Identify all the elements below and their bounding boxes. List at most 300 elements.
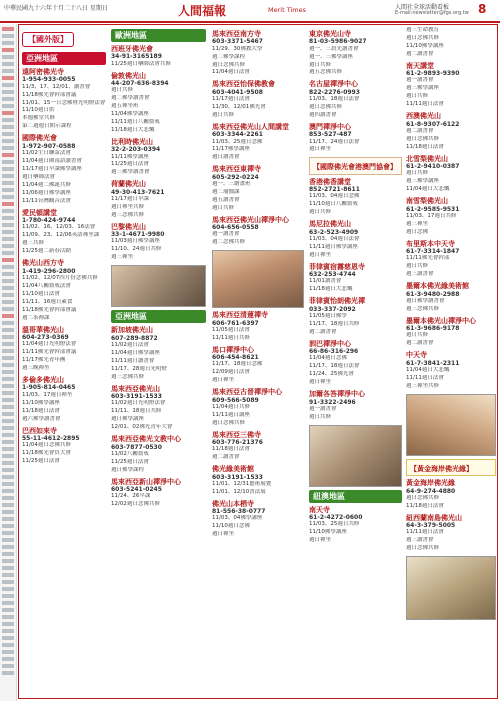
temple-block (22, 134, 106, 205)
schedule-line: 11/03、25週日念佛 (212, 138, 263, 145)
sidebar-link[interactable] (2, 174, 14, 178)
sidebar-link[interactable] (2, 496, 14, 500)
sidebar-link[interactable] (2, 293, 14, 297)
schedule-line: 週五讀書會 (212, 196, 240, 203)
sidebar-link[interactable] (2, 307, 14, 311)
sidebar-link[interactable] (2, 587, 14, 591)
temple-name: 馬來西亞佛光山禪淨中心 (212, 215, 289, 224)
sidebar-link[interactable] (2, 90, 14, 94)
sidebar-link[interactable] (2, 601, 14, 605)
sidebar-link[interactable] (2, 412, 14, 416)
sidebar-link[interactable] (2, 594, 14, 598)
sidebar-link[interactable] (2, 622, 14, 626)
temple-phone: 44-207-636-8394 (111, 79, 169, 87)
contact-email[interactable]: E-mail:newsletter@fgs.org.tw (395, 10, 469, 16)
sidebar-link[interactable] (2, 244, 14, 248)
sidebar-link[interactable] (2, 475, 14, 479)
publication-title: 人間社全球活動看板 (395, 4, 450, 11)
schedule-line: 週一、三繪畫班 (212, 181, 251, 187)
schedule-line: 11/03、17週日禪坐 (22, 391, 73, 398)
schedule-line: 12/02週日念佛共修 (111, 501, 160, 508)
schedule-line: 11/05週日法會 (212, 326, 250, 333)
schedule-line: 週三禪坐 (406, 220, 429, 227)
temple-name: 溫哥華佛光山 (22, 325, 64, 334)
temple-phone: 603-7877-0530 (111, 443, 162, 451)
left-sidebar (0, 24, 17, 701)
temple-name: 比利時佛光山 (111, 137, 153, 146)
sidebar-link[interactable] (2, 111, 14, 115)
schedule-line: 11/25週日法會 (111, 161, 149, 168)
sidebar-link[interactable] (2, 636, 14, 640)
header-date: 中華民國九十六年十月二十八日 星期日 (4, 5, 108, 12)
schedule-line: 11/02、12/07四月份念佛共修 (22, 274, 98, 281)
temple-block (111, 180, 206, 219)
temple-list (406, 27, 496, 391)
schedule-line: 11/04週日大悲懺 (406, 186, 450, 193)
sidebar-link[interactable] (2, 468, 14, 472)
sidebar-link[interactable] (2, 34, 14, 38)
sidebar-link[interactable] (2, 524, 14, 528)
sidebar-link[interactable] (2, 335, 14, 339)
temple-name: 西澳佛光山 (406, 112, 441, 121)
edition-tab: 【國外版】 (22, 32, 74, 47)
temple-name: 名古屋禪淨中心 (309, 80, 358, 89)
page-header (0, 0, 500, 22)
sidebar-link[interactable] (2, 279, 14, 283)
sidebar-link[interactable] (2, 146, 14, 150)
sidebar-link[interactable] (2, 139, 14, 143)
schedule-line: 11/11週日法會 (406, 101, 444, 108)
schedule-line: 11/04週二佛誕共修 (22, 181, 71, 188)
schedule-line: 週五念佛共修 (309, 69, 343, 76)
temple-phone: 632-253-4744 (309, 271, 356, 279)
schedule-line: 週日念佛共修 (212, 419, 246, 426)
section-heading: 【黃金海岸佛光緣】 (410, 464, 473, 473)
sidebar-link[interactable] (2, 230, 14, 234)
schedule-line: 11/02八關齋戒 (111, 450, 149, 457)
sidebar-link[interactable] (2, 356, 14, 360)
temple-block (406, 240, 496, 279)
schedule-line: 週一、三晨光讀書會 (309, 45, 359, 52)
schedule-line: 11/03、04週日念佛 (309, 193, 360, 200)
temple-name: 墨爾本佛光山禪淨中心 (406, 316, 476, 325)
sidebar-link[interactable] (2, 76, 14, 80)
schedule-line: 11/10週日念佛 (212, 523, 250, 530)
schedule-line: 週日念佛共修 (406, 34, 440, 41)
temple-phone: 61-2-9410-0387 (406, 163, 460, 171)
sidebar-link[interactable] (2, 209, 14, 213)
sidebar-link[interactable] (2, 41, 14, 45)
sidebar-link[interactable] (2, 83, 14, 87)
temple-block (406, 351, 496, 390)
sidebar-link[interactable] (2, 447, 14, 451)
temple-phone: 603-3344-2261 (212, 131, 263, 139)
schedule-line: 11/10佛學講座 (22, 399, 60, 406)
schedule-line: 11/11週日八關齋戒 (111, 119, 160, 125)
sidebar-link[interactable] (2, 300, 14, 304)
sidebar-link[interactable] (2, 454, 14, 458)
sidebar-link[interactable] (2, 342, 14, 346)
sidebar-link[interactable] (2, 650, 14, 654)
sidebar-link[interactable] (2, 482, 14, 486)
schedule-line: 11/11週日法會 (406, 529, 444, 536)
sidebar-link[interactable] (2, 237, 14, 241)
schedule-line: 11/01、12/31藝術展覽 (212, 480, 272, 487)
event-photo (406, 394, 496, 456)
sidebar-link[interactable] (2, 503, 14, 507)
sidebar-link[interactable] (2, 328, 14, 332)
temple-block (111, 435, 206, 474)
temple-name: 中天寺 (406, 351, 427, 360)
schedule-line: 週日禪坐 (309, 379, 332, 386)
schedule-line: 週一讀書會 (309, 405, 337, 412)
sidebar-link[interactable] (2, 384, 14, 388)
temple-name: 東京佛光山寺 (309, 30, 351, 38)
newspaper-logo: 人間福報 (178, 4, 227, 18)
temple-block (309, 263, 402, 295)
schedule-line: 11/25週日法會 (111, 458, 149, 465)
temple-name: 紐西蘭南島佛光山 (406, 513, 462, 522)
temple-phone: 63-2-523-4909 (309, 228, 359, 236)
sidebar-link[interactable] (2, 391, 14, 395)
schedule-line: 11/25週二新春活動 (22, 248, 71, 255)
schedule-line: 11/18週日法會 (406, 502, 444, 509)
temple-phone: 61-2-9585-9531 (406, 205, 460, 213)
schedule-line: 12/01、02佛光青年大會 (111, 424, 173, 431)
temple-name: 馬來西亞佛光山 (111, 384, 160, 393)
sidebar-link[interactable] (2, 363, 14, 367)
temple-block (406, 155, 496, 194)
schedule-line: 週三念佛共修 (111, 211, 145, 218)
temple-block (212, 346, 304, 385)
sidebar-link[interactable] (2, 272, 14, 276)
sidebar-link[interactable] (2, 251, 14, 255)
temple-phone: 606-454-8621 (212, 354, 259, 362)
sidebar-link[interactable] (2, 104, 14, 108)
sidebar-link[interactable] (2, 538, 14, 542)
temple-phone: 607-289-8872 (111, 334, 158, 342)
temple-phone: 66-86-316-296 (309, 348, 359, 356)
temple-block (22, 259, 106, 322)
sidebar-link[interactable] (2, 559, 14, 563)
schedule-line: 11/02週日法會 (111, 341, 149, 348)
schedule-line: 11/04週日共修 (212, 403, 250, 410)
schedule-line: 週日念佛 (406, 228, 429, 235)
schedule-line: 11/17、18週日共修 (309, 320, 360, 327)
temple-name: 南天講堂 (406, 61, 434, 70)
schedule-line: 週三佛學講座 (406, 178, 440, 185)
sidebar-link[interactable] (2, 195, 14, 199)
temple-name: 黃金海岸佛光緣 (406, 479, 455, 488)
temple-phone: 49-30-413-7621 (111, 188, 165, 196)
sidebar-link[interactable] (2, 48, 14, 52)
schedule-line: 11/10週日供 (22, 107, 55, 114)
region-heading-asia-2: 亞洲地區 (111, 310, 206, 323)
schedule-line: 週三念佛共修 (406, 305, 440, 312)
temple-block (309, 390, 402, 422)
column-3 (212, 27, 304, 695)
schedule-line: 11/18佛光會幹部會議 (22, 91, 77, 98)
schedule-line: 週二讀書會 (212, 454, 240, 461)
sidebar-link[interactable] (2, 433, 14, 437)
sidebar-link[interactable] (2, 517, 14, 521)
sidebar-link[interactable] (2, 545, 14, 549)
sidebar-link[interactable] (2, 461, 14, 465)
temple-block (406, 514, 496, 553)
temple-phone: 853-527-487 (309, 131, 352, 139)
schedule-line: 11/17、28週日光明燈 (111, 365, 167, 372)
sidebar-link[interactable] (2, 419, 14, 423)
schedule-line: 週一、三佛學講座 (309, 53, 354, 60)
sidebar-link[interactable] (2, 188, 14, 192)
schedule-line: 週日念佛共修 (406, 545, 440, 552)
schedule-line: 11/25週日藥師法會共修 (111, 60, 171, 67)
temple-block (406, 197, 496, 236)
temple-name: 馬尼拉佛光山 (309, 220, 351, 229)
temple-block (309, 123, 402, 155)
schedule-line: 11/18佛光會員大會 (22, 450, 71, 457)
newspaper-subtitle: Merit Times (268, 6, 306, 14)
sidebar-link[interactable] (2, 664, 14, 668)
temple-name: 馬來西亞新山禪淨中心 (111, 477, 181, 486)
schedule-line: 週日佛學講座 (111, 416, 145, 423)
temple-phone: 605-292-0224 (212, 173, 259, 181)
sidebar-link[interactable] (2, 643, 14, 647)
sidebar-link[interactable] (2, 132, 14, 136)
temple-phone: 1-905-814-0465 (22, 384, 76, 392)
schedule-line: 週四讀書會 (309, 111, 337, 118)
temple-name: 馬來西亞佛光文教中心 (111, 435, 181, 444)
schedule-line: 11/04八關齋戒法會 (22, 282, 71, 289)
temple-phone: 609-566-5089 (212, 396, 259, 404)
schedule-line: 週三佛學講座 (406, 85, 440, 92)
temple-block (406, 112, 496, 151)
sidebar-link[interactable] (2, 398, 14, 402)
schedule-line: 11/18週日大悲懺 (111, 126, 155, 133)
schedule-line: 11/17、24週日法會 (309, 138, 360, 145)
temple-name: 泗巴禪淨中心 (309, 339, 351, 348)
temple-name: 馬來西亞怡保佛教會 (212, 80, 275, 89)
temple-block (309, 506, 402, 545)
schedule-line: 週日共修 (406, 170, 429, 177)
sidebar-link[interactable] (2, 629, 14, 633)
sidebar-link[interactable] (2, 321, 14, 325)
temple-name: 佛光緣美術館 (212, 465, 254, 474)
sidebar-link[interactable] (2, 167, 14, 171)
sidebar-link[interactable] (2, 608, 14, 612)
temple-block (111, 138, 206, 177)
temple-list (309, 178, 402, 422)
temple-name: 馬來西亞東禪寺 (212, 165, 261, 174)
schedule-line: 週二讀書會 (406, 50, 434, 57)
temple-name: 國際佛光會 (22, 134, 57, 143)
schedule-line: 週日佛學讀書會 (406, 297, 445, 304)
temple-block (406, 479, 496, 511)
schedule-line: 週日共修 (111, 87, 134, 94)
sidebar-link[interactable] (2, 202, 14, 206)
schedule-line: 第二週週日開示課程 (22, 123, 72, 130)
sidebar-link[interactable] (2, 566, 14, 570)
sidebar-link[interactable] (2, 552, 14, 556)
temple-list (111, 326, 206, 509)
schedule-line: 11/04週日閩南語讀書會 (22, 157, 82, 164)
temple-phone: 61-3-9686-9178 (406, 325, 460, 333)
sidebar-link[interactable] (2, 440, 14, 444)
sidebar-link[interactable] (2, 615, 14, 619)
sidebar-link[interactable] (2, 657, 14, 661)
temple-phone: 1-972-907-0588 (22, 142, 76, 150)
temple-block (212, 123, 304, 162)
sidebar-link[interactable] (2, 62, 14, 66)
sidebar-link[interactable] (2, 223, 14, 227)
sidebar-link[interactable] (2, 160, 14, 164)
schedule-line: 11/04週日念佛共修 (22, 442, 71, 449)
sidebar-link[interactable] (2, 118, 14, 122)
sidebar-link[interactable] (2, 125, 14, 129)
sidebar-link[interactable] (2, 573, 14, 577)
temple-phone: 81-556-38-0777 (212, 508, 266, 516)
temple-phone: 1-954-933-0055 (22, 76, 76, 84)
event-photo (309, 425, 402, 487)
schedule-line: 11/11週日法會 (406, 374, 444, 381)
event-photo (406, 556, 496, 620)
sidebar-link[interactable] (2, 370, 14, 374)
sidebar-link[interactable] (2, 426, 14, 430)
schedule-line: 11/06週日佛學講座 (22, 189, 71, 196)
temple-name: 多倫多佛光山 (22, 376, 64, 385)
sidebar-link[interactable] (2, 265, 14, 269)
schedule-line: 11/10、24週日共修 (111, 246, 162, 253)
temple-block (111, 326, 206, 381)
temple-phone: 1-419-296-2800 (22, 267, 76, 275)
schedule-line: 週日共修 (406, 332, 429, 339)
schedule-line: 11/11佛光會幹部會議 (22, 349, 77, 356)
schedule-line: 11/03週日佛學講座 (111, 238, 160, 245)
schedule-line: 11/09、23、12/06英語禪坐課 (22, 232, 100, 239)
sidebar-link[interactable] (2, 671, 14, 675)
sidebar-link[interactable] (2, 377, 14, 381)
schedule-line: 週日禪坐 (309, 146, 332, 153)
sidebar-link[interactable] (2, 531, 14, 535)
sidebar-link[interactable] (2, 153, 14, 157)
sidebar-link[interactable] (2, 349, 14, 353)
temple-phone: 61-2-9893-9390 (406, 70, 460, 78)
schedule-line: 週日佛學課程 (111, 466, 145, 473)
temple-phone: 603-3371-5467 (212, 38, 263, 46)
temple-block (111, 478, 206, 510)
temple-list (309, 30, 402, 154)
sidebar-link[interactable] (2, 216, 14, 220)
temple-block (212, 465, 304, 497)
temple-name: 南天寺 (309, 505, 330, 514)
schedule-line: 週二念佛共修 (212, 239, 246, 246)
schedule-line: 週二茶禪課 (22, 314, 50, 321)
schedule-line: 11/10週日法會 (22, 290, 60, 297)
schedule-line: 11/18週日大悲懺 (309, 286, 353, 293)
temple-block (406, 27, 496, 59)
temple-block (111, 223, 206, 262)
sidebar-link[interactable] (2, 258, 14, 262)
sidebar-link[interactable] (2, 27, 14, 31)
temple-name: 墨爾本佛光緣美術館 (406, 282, 469, 291)
temple-block (212, 311, 304, 343)
schedule-line: 12/09週日法會 (212, 369, 250, 376)
sidebar-link[interactable] (2, 489, 14, 493)
schedule-line: 週日禪坐 (309, 251, 332, 258)
schedule-line: 11/29、30佛教大學 (212, 45, 263, 52)
sidebar-link[interactable] (2, 510, 14, 514)
event-photo (212, 250, 304, 308)
schedule-line: 11/10佛學講座 (406, 42, 444, 49)
schedule-line: 週日共修 (309, 413, 332, 420)
temple-name: 馬來西亞三佛寺 (212, 430, 261, 439)
schedule-line: 11/11週日講座 (212, 411, 250, 418)
highlight-box (309, 157, 402, 174)
schedule-line: 11/10週日八關齋戒 (309, 201, 358, 208)
temple-block (212, 500, 304, 539)
schedule-line: 11/17週日早課佛學講座 (22, 165, 82, 172)
schedule-line: 11/17佛學講座 (212, 146, 250, 153)
schedule-line: 11/02週日光明燈法會 (111, 400, 166, 407)
schedule-line: 11/03、17週日共修 (406, 212, 457, 219)
schedule-line: 週二瑜伽課 (212, 188, 240, 195)
sidebar-link[interactable] (2, 286, 14, 290)
column-4 (309, 27, 402, 695)
temple-block (212, 216, 304, 248)
sidebar-link[interactable] (2, 69, 14, 73)
temple-phone: 61-7-3841-2311 (406, 359, 460, 367)
sidebar-link[interactable] (2, 314, 14, 318)
schedule-line: 週三佛學讀書會 (111, 169, 150, 176)
schedule-line: 週五禪坐班 (111, 103, 139, 110)
sidebar-link[interactable] (2, 55, 14, 59)
sidebar-link[interactable] (2, 580, 14, 584)
temple-phone: 64-3-379-5005 (406, 522, 456, 530)
temple-block (212, 165, 304, 212)
schedule-line: 週日共修 (212, 204, 235, 211)
temple-name: 佛光山西方寺 (22, 259, 64, 268)
temple-block (406, 317, 496, 349)
temple-block (406, 62, 496, 109)
temple-name: 倫敦佛光山 (111, 71, 146, 80)
sidebar-link[interactable] (2, 405, 14, 409)
schedule-line: 週日禪坐 (212, 377, 235, 384)
schedule-line: 11/01、12/10書法展 (212, 488, 266, 495)
temple-block (212, 388, 304, 427)
temple-phone: 603-5241-0245 (111, 486, 162, 494)
sidebar-link[interactable] (2, 97, 14, 101)
sidebar-link[interactable] (2, 181, 14, 185)
temple-phone: 603-3191-1533 (111, 393, 162, 401)
column-5 (406, 27, 496, 695)
temple-name: 菲律賓怡朗佛光禪 (309, 297, 365, 306)
temple-phone: 61-3-9480-2988 (406, 290, 460, 298)
schedule-line: 11/24、26早課 (111, 493, 151, 500)
schedule-line: 11/17週日早課 (111, 196, 149, 202)
region-heading-asia: 亞洲地區 (22, 52, 106, 65)
temple-list (22, 68, 106, 466)
schedule-line: 11/04週日念佛 (309, 355, 347, 362)
schedule-line: 11/01、15一日念佛暨光明燈法會 (22, 99, 106, 106)
temple-block (309, 340, 402, 387)
temple-name: 巴西如來寺 (22, 426, 57, 435)
schedule-line: 11/18週日法會 (22, 407, 60, 414)
schedule-line: 週日念佛共修 (406, 494, 440, 501)
schedule-line: 11/03、04佛學講座 (212, 515, 263, 522)
schedule-line: 週三共修 (22, 240, 45, 247)
schedule-line: 11/24、25佛光會 (309, 371, 354, 378)
temple-name: 加爾各答禪淨中心 (309, 390, 365, 399)
